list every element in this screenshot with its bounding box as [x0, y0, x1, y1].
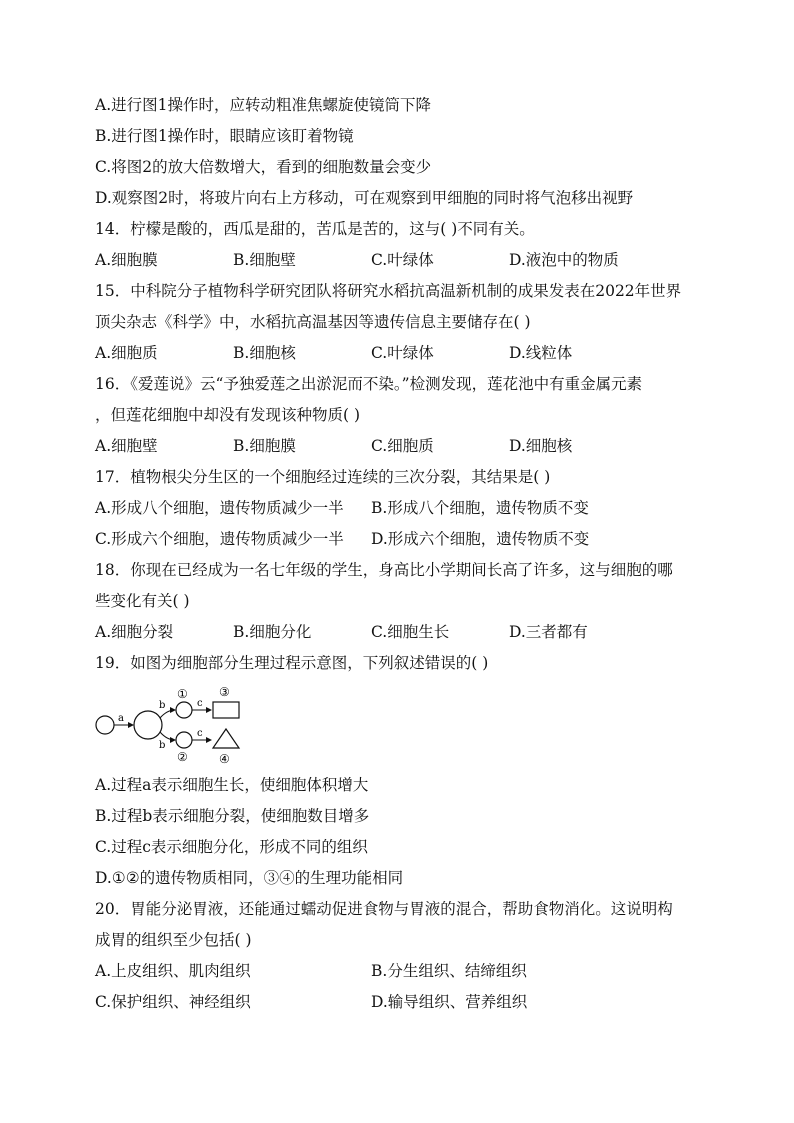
q13-option-c: C.将图2的放大倍数增大，看到的细胞数量会变少	[95, 158, 432, 176]
q16-stem-line1: 16．《爱莲说》云“予独爱莲之出淤泥而不染。”检测发现，莲花池中有重金属元素	[95, 375, 643, 393]
q18-stem-line2: 些变化有关( )	[95, 592, 190, 610]
q20-option-b: B.分生组织、结缔组织	[371, 962, 527, 980]
q15-option-d: D.线粒体	[509, 344, 573, 362]
label-a: a	[118, 713, 124, 724]
label-b-lower: b	[159, 740, 166, 751]
q17-option-b: B.形成八个细胞，遗传物质不变	[371, 499, 589, 517]
q19-option-b: B.过程b表示细胞分裂，使细胞数目增多	[95, 807, 370, 825]
q19-stem: 19．如图为细胞部分生理过程示意图，下列叙述错误的( )	[95, 654, 489, 672]
q16-stem-line2: ，但莲花细胞中却没有发现该种物质( )	[95, 406, 361, 424]
q14-option-a: A.细胞膜	[95, 251, 158, 269]
q20-option-a: A.上皮组织、肌肉组织	[95, 962, 251, 980]
q14-option-d: D.液泡中的物质	[509, 251, 619, 269]
q15-stem-line2: 顶尖杂志《科学》中，水稻抗高温基因等遗传信息主要储存在( )	[95, 313, 531, 331]
q18-option-b: B.细胞分化	[233, 623, 312, 641]
q17-option-d: D.形成六个细胞，遗传物质不变	[371, 530, 590, 548]
small-cell-shape	[96, 716, 114, 734]
q14-stem: 14．柠檬是酸的，西瓜是甜的，苦瓜是苦的，这与( )不同有关。	[95, 220, 535, 238]
q14-option-c: C.叶绿体	[371, 251, 434, 269]
q17-stem: 17．植物根尖分生区的一个细胞经过连续的三次分裂，其结果是( )	[95, 468, 551, 486]
q15-option-c: C.叶绿体	[371, 344, 434, 362]
q15-stem-line1: 15．中科院分子植物科学研究团队将研究水稻抗高温新机制的成果发表在2022年世界	[95, 282, 682, 300]
q19-option-c: C.过程c表示细胞分化，形成不同的组织	[95, 838, 368, 856]
q18-option-d: D.三者都有	[509, 623, 588, 641]
q15-option-a: A.细胞质	[95, 344, 158, 362]
label-circled-4: ④	[219, 752, 230, 766]
q16-option-c: C.细胞质	[371, 437, 434, 455]
q20-stem-line2: 成胃的组织至少包括( )	[95, 931, 252, 949]
tissue-triangle-shape	[213, 729, 239, 748]
q20-option-d: D.输导组织、营养组织	[371, 993, 528, 1011]
q17-option-c: C.形成六个细胞，遗传物质减少一半	[95, 530, 344, 548]
arrow-b-lower	[160, 732, 175, 740]
large-cell-shape	[134, 711, 162, 739]
q13-option-a: A.进行图1操作时，应转动粗准焦螺旋使镜筒下降	[95, 96, 431, 114]
label-b-upper: b	[159, 700, 166, 711]
q16-option-b: B.细胞膜	[233, 437, 296, 455]
q20-stem-line1: 20．胃能分泌胃液，还能通过蠕动促进食物与胃液的混合，帮助食物消化。这说明构	[95, 900, 673, 918]
label-c-upper: c	[197, 698, 203, 709]
q18-option-c: C.细胞生长	[371, 623, 450, 641]
q18-option-a: A.细胞分裂	[95, 623, 174, 641]
arrow-b-upper	[160, 710, 175, 718]
cell-1-shape	[176, 702, 192, 718]
cell-2-shape	[176, 732, 192, 748]
q20-option-c: C.保护组织、神经组织	[95, 993, 251, 1011]
q14-option-b: B.细胞壁	[233, 251, 296, 269]
q16-option-a: A.细胞壁	[95, 437, 158, 455]
cell-process-diagram	[93, 684, 253, 766]
q13-option-d: D.观察图2时，将玻片向右上方移动，可在观察到甲细胞的同时将气泡移出视野	[95, 189, 634, 207]
q19-option-a: A.过程a表示细胞生长，使细胞体积增大	[95, 776, 369, 794]
label-c-lower: c	[197, 728, 203, 739]
q16-option-d: D.细胞核	[509, 437, 573, 455]
label-circled-3: ③	[219, 685, 230, 699]
q17-option-a: A.形成八个细胞，遗传物质减少一半	[95, 499, 344, 517]
q15-option-b: B.细胞核	[233, 344, 296, 362]
label-circled-2: ②	[177, 750, 188, 764]
tissue-rectangle-shape	[213, 702, 239, 718]
q13-option-b: B.进行图1操作时，眼睛应该盯着物镜	[95, 127, 354, 145]
label-circled-1: ①	[177, 687, 188, 701]
q19-option-d: D.①②的遗传物质相同，③④的生理功能相同	[95, 869, 404, 887]
q18-stem-line1: 18．你现在已经成为一名七年级的学生，身高比小学期间长高了许多，这与细胞的哪	[95, 561, 673, 579]
